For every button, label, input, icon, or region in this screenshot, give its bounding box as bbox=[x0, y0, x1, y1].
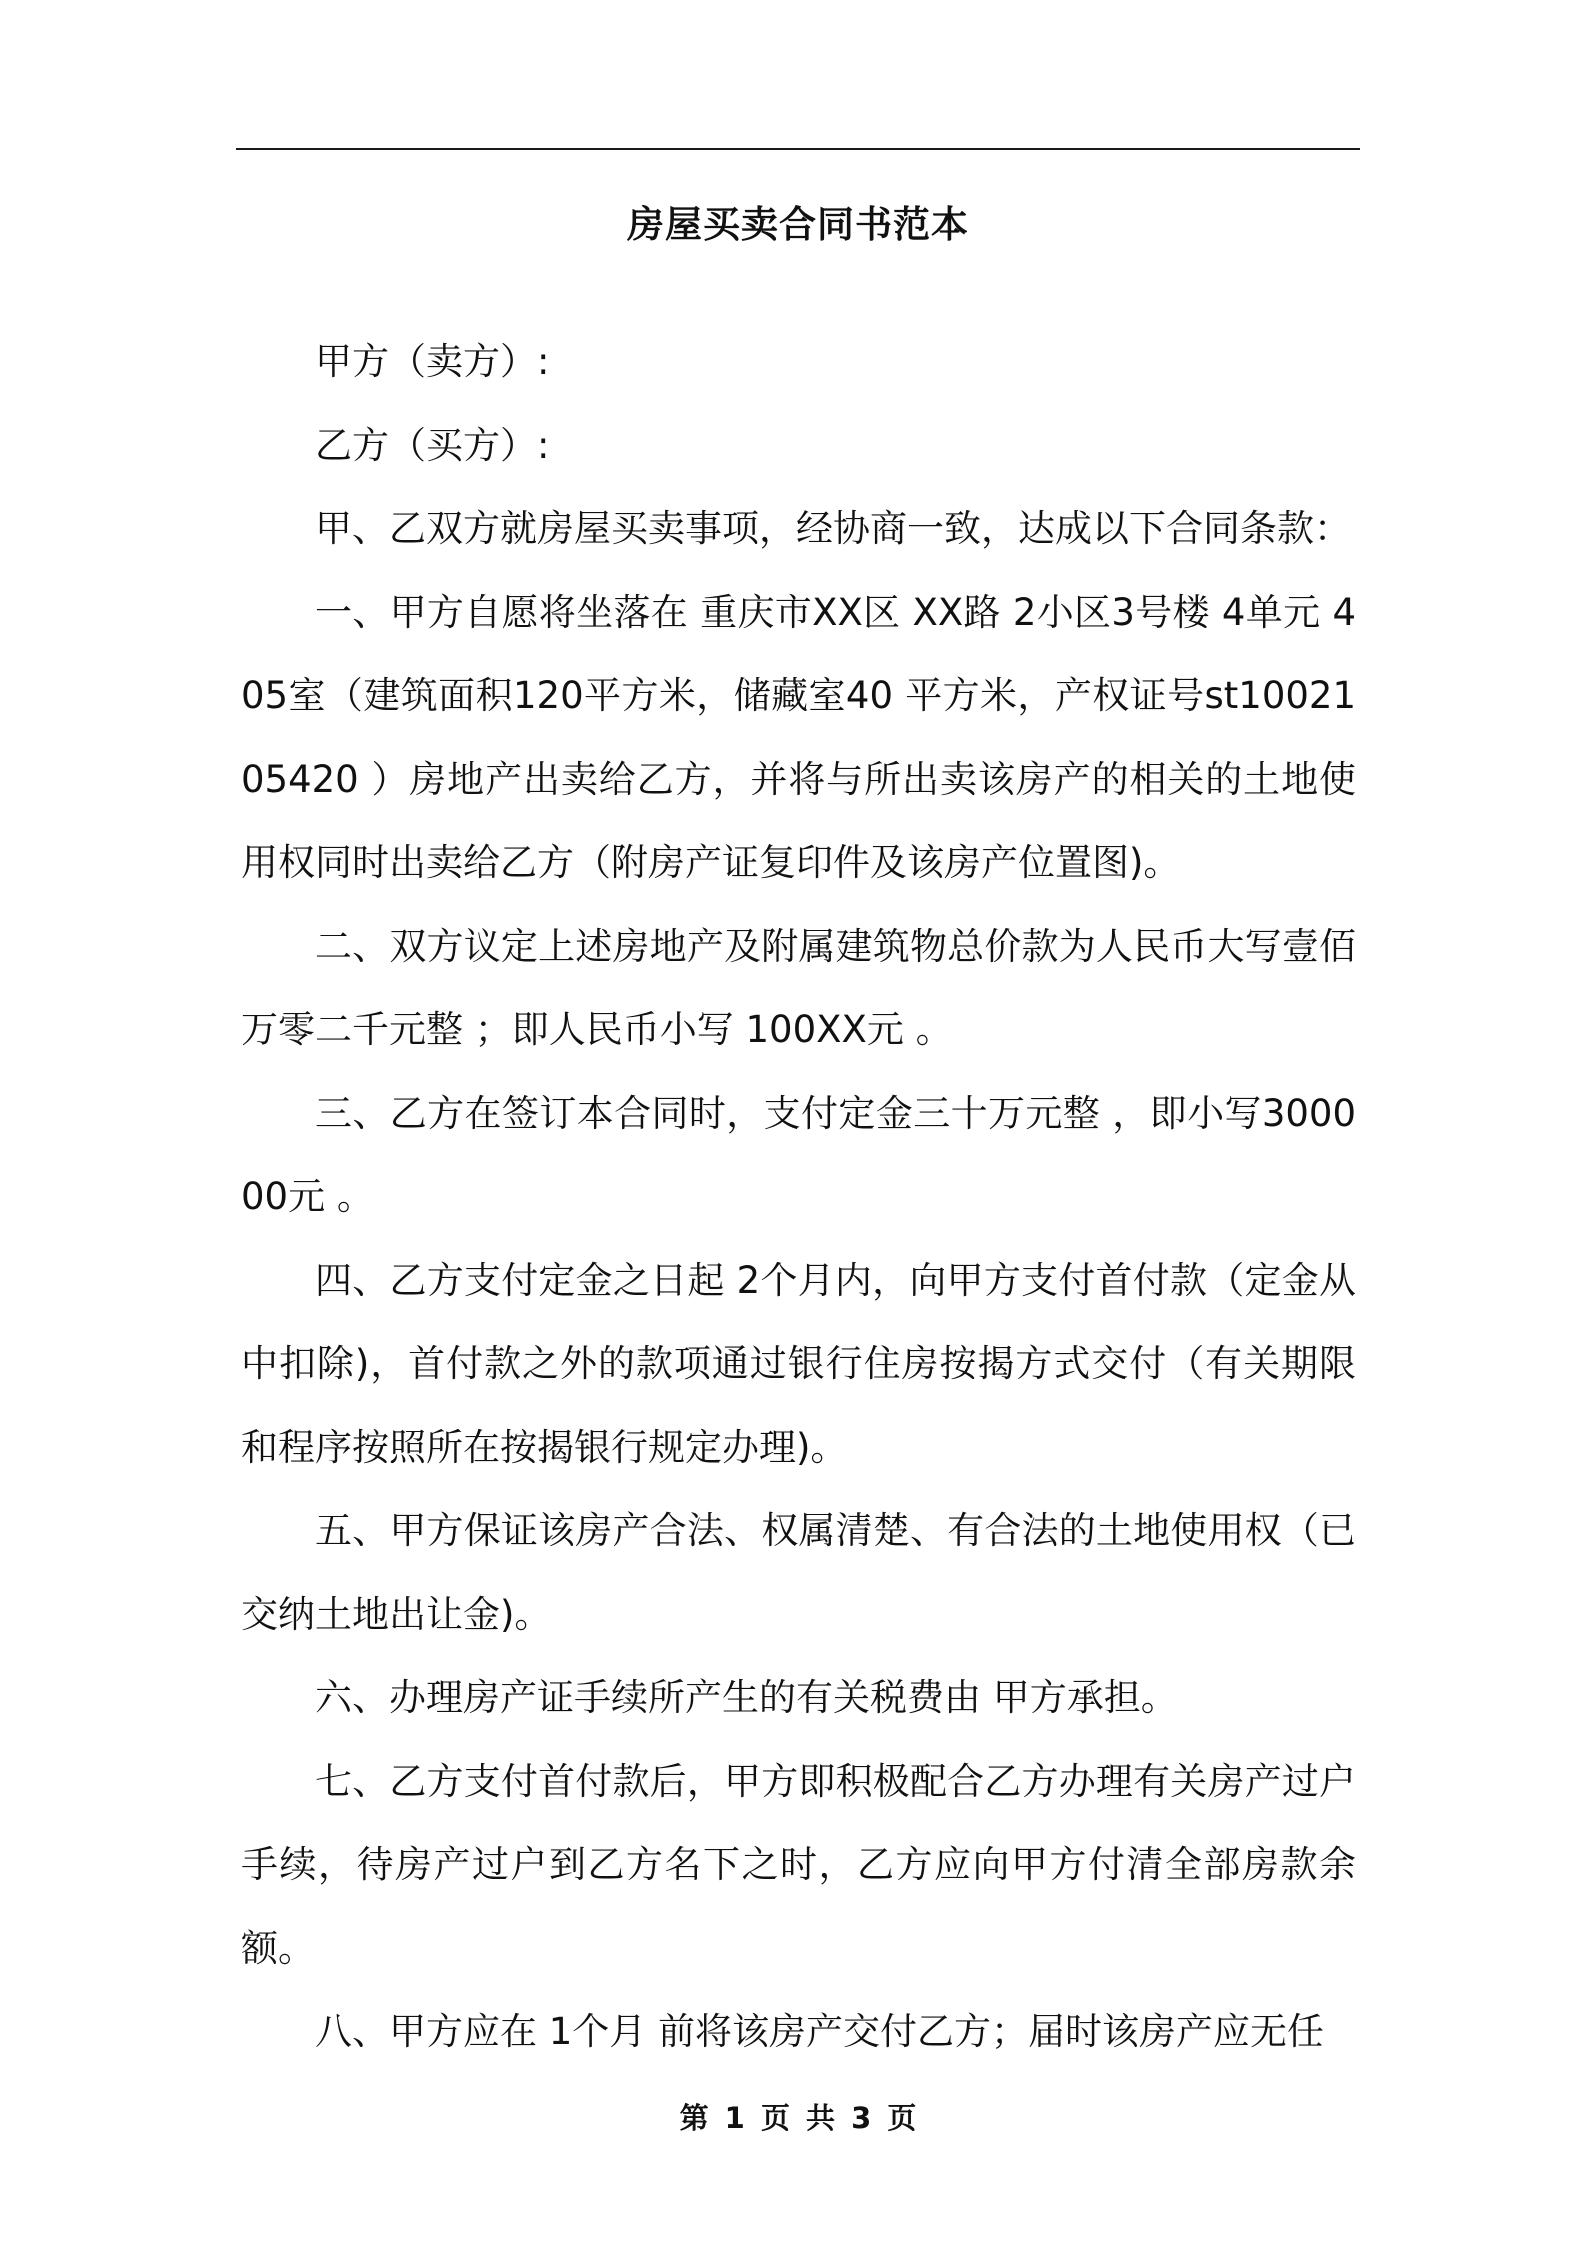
clause-3: 三、乙方在签订本合同时，支付定金三十万元整 ，即小写300000元 。 bbox=[241, 1091, 1356, 1218]
header-rule bbox=[236, 148, 1360, 150]
clause-4: 四、乙方支付定金之日起 2个月内，向甲方支付首付款（定金从中扣除)，首付款之外的款项通过银行住房按揭方式交付（有关期限和程序按照所在按揭银行规定办理)。 bbox=[241, 1258, 1356, 1469]
party-b-line: 乙方（买方）: bbox=[315, 423, 550, 467]
clause-7: 七、乙方支付首付款后，甲方即积极配合乙方办理有关房产过户手续，待房产过户到乙方名下之时，乙方应向甲方付清全部房款余额。 bbox=[241, 1759, 1356, 1970]
clause-1: 一、甲方自愿将坐落在 重庆市XX区 XX路 2小区3号楼 4单元 405室（建筑面积120平方米，储藏室40 平方米，产权证号st1002105420 ）房地产出卖给乙方，并将与所出卖该房产的相关的土地使用权同时出卖给乙方（附房产证复印件及该房产位置图)。 bbox=[241, 590, 1356, 884]
preamble: 甲、乙双方就房屋买卖事项，经协商一致，达成以下合同条款： bbox=[315, 507, 1351, 550]
party-a-line: 甲方（卖方）: bbox=[315, 340, 550, 383]
clause-5: 五、甲方保证该房产合法、权属清楚、有合法的土地使用权（已交纳土地出让金)。 bbox=[241, 1509, 1356, 1636]
page-number: 第 1 页 共 3 页 bbox=[679, 2101, 917, 2135]
clause-6: 六、办理房产证手续所产生的有关税费由 甲方承担。 bbox=[315, 1676, 1178, 1719]
document-title: 房屋买卖合同书范本 bbox=[627, 203, 969, 246]
document-body bbox=[241, 320, 1356, 2074]
clause-2: 二、双方议定上述房地产及附属建筑物总价款为人民币大写壹佰万零二千元整 ；即人民币小写 100XX元 。 bbox=[241, 924, 1356, 1051]
clause-8: 八、甲方应在 1个月 前将该房产交付乙方；届时该房产应无任 bbox=[315, 2010, 1325, 2053]
